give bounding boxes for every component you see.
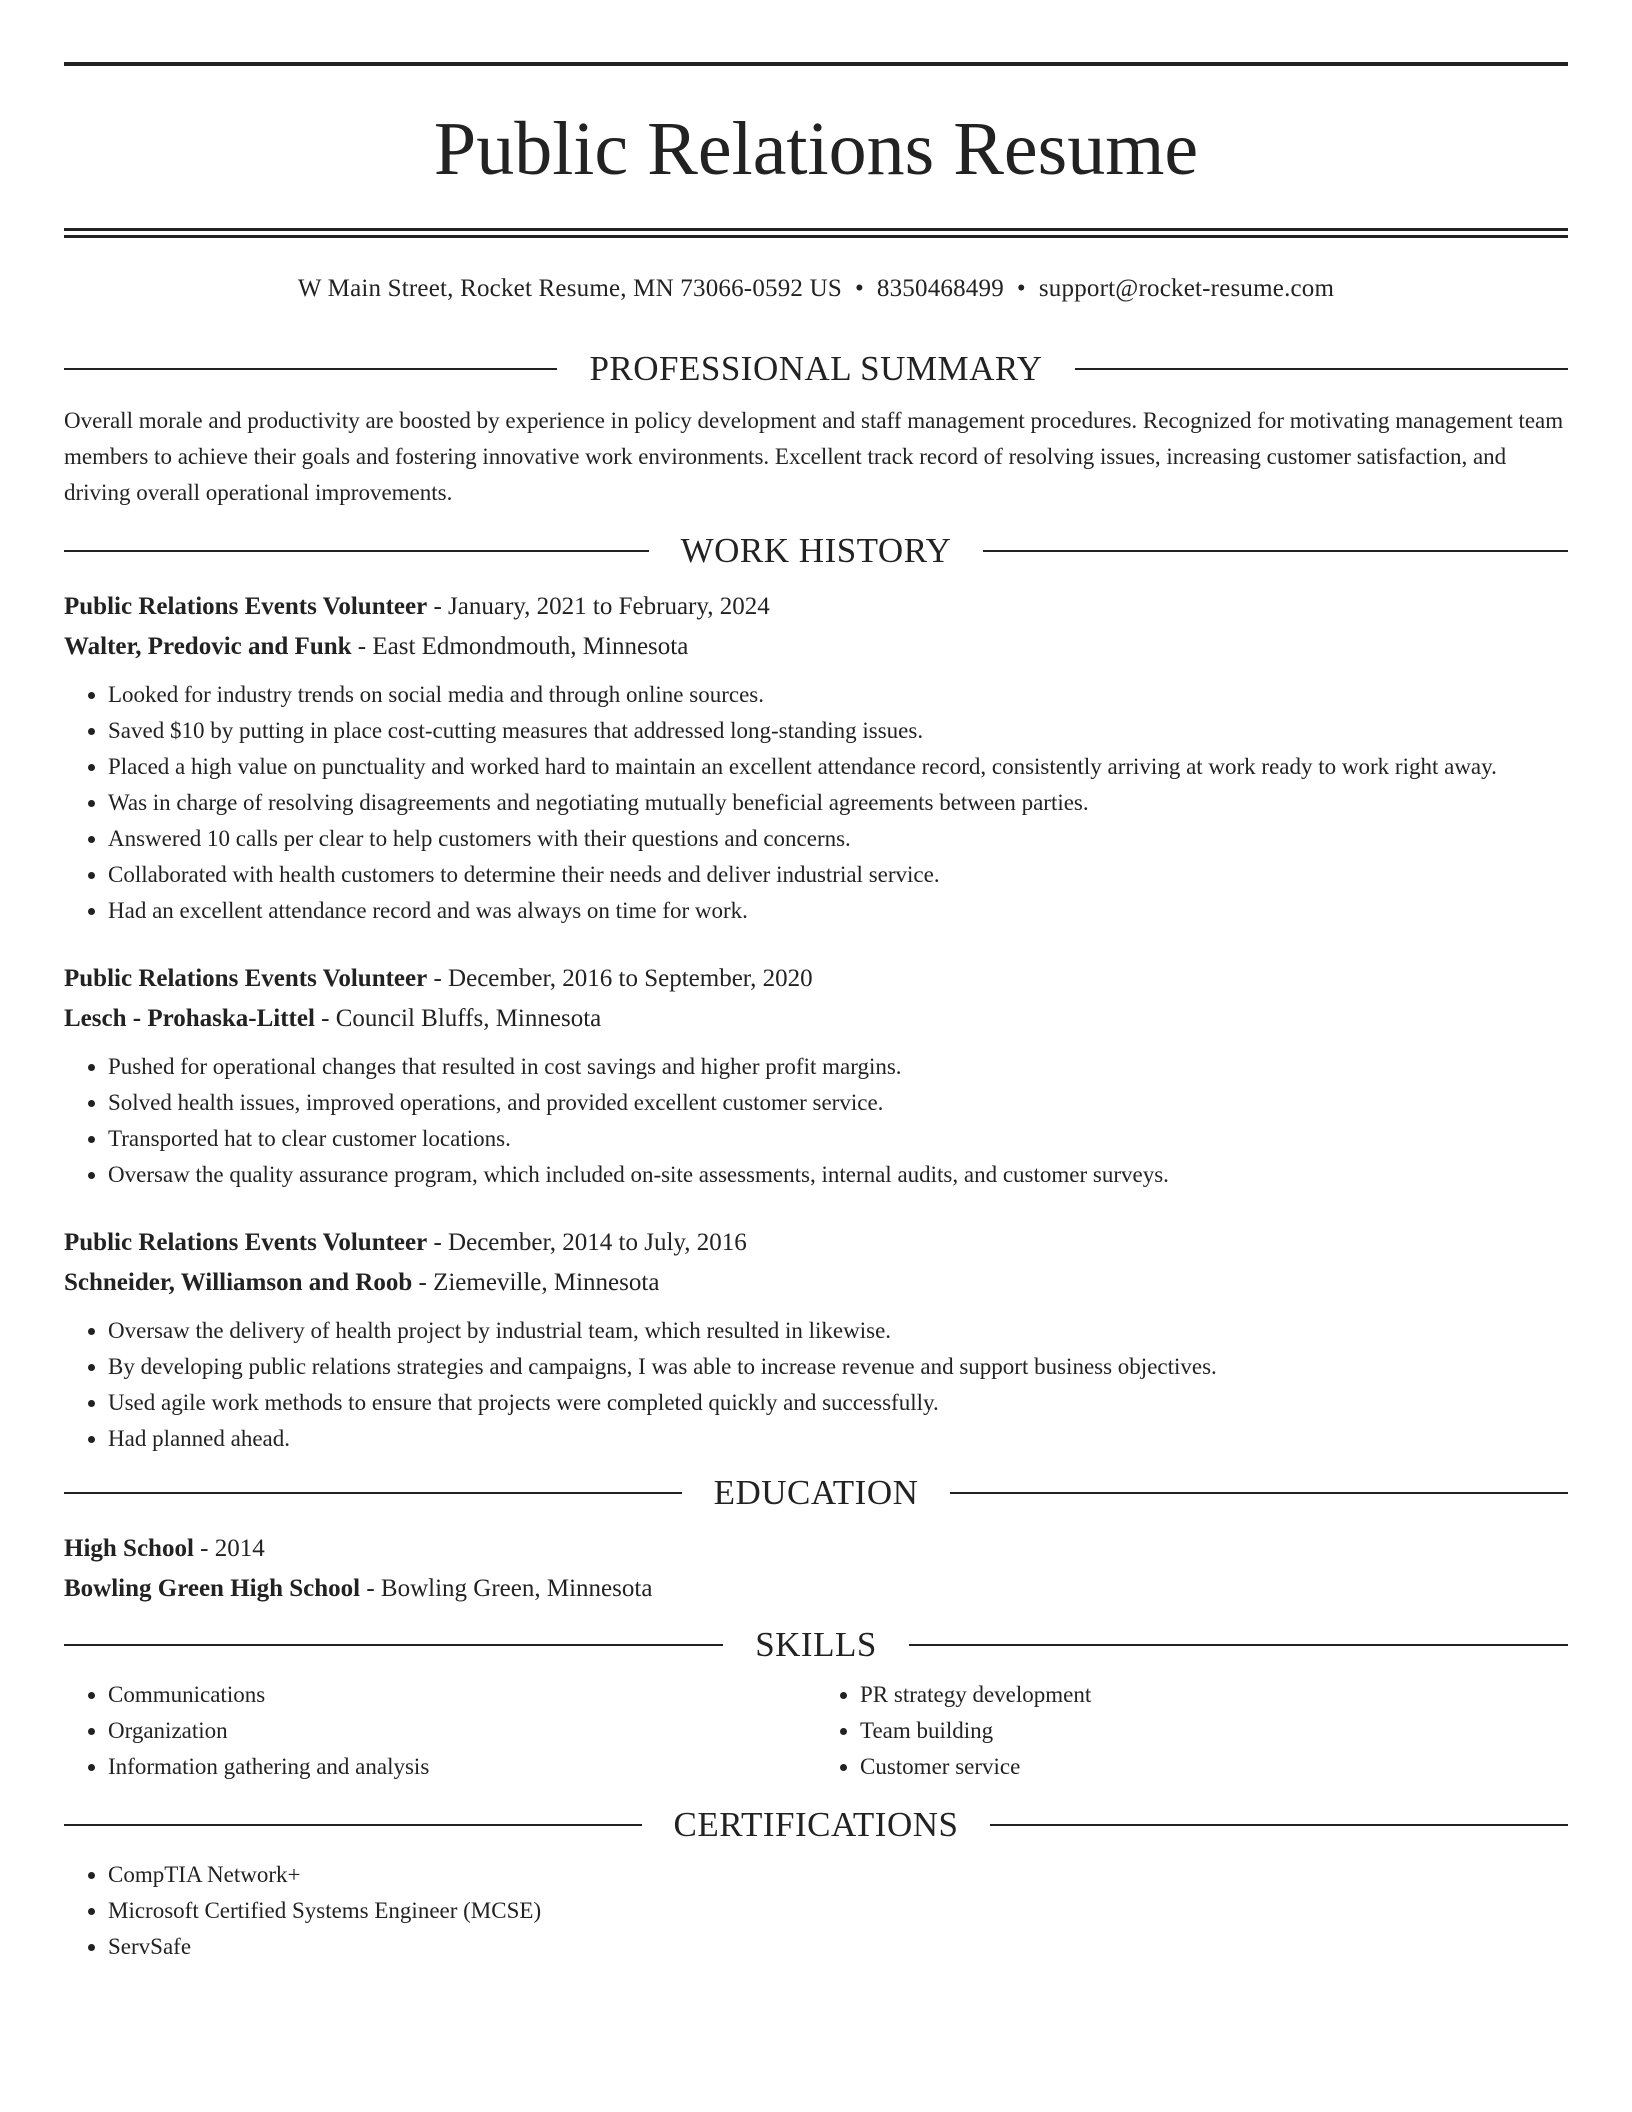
job-bullet: • Saved $10 by putting in place cost-cutting measures that addressed long-standing issues. — [108, 713, 1568, 749]
job-title: Public Relations Events Volunteer — [64, 965, 428, 992]
header-double-rule — [64, 228, 1568, 238]
job-title-line — [64, 1223, 1568, 1263]
education-degree: High School — [64, 1535, 194, 1562]
skill-item: • Information gathering and analysis — [108, 1749, 816, 1785]
certifications-heading-text: CERTIFICATIONS — [673, 1805, 959, 1844]
skills-column-left — [64, 1677, 816, 1785]
job-bullet: • Placed a high value on punctuality and worked hard to maintain an excellent attendance record, consistently arriving at work ready to work right away. — [108, 749, 1568, 785]
contact-email: support@rocket-resume.com — [1038, 275, 1335, 302]
skill-item: • Customer service — [860, 1749, 1568, 1785]
job-bullets — [64, 677, 1568, 929]
job-company-line — [64, 627, 1568, 667]
job-bullet: • By developing public relations strategies and campaigns, I was able to increase revenue and support business objectives. — [108, 1349, 1568, 1385]
education-heading-text: EDUCATION — [713, 1473, 919, 1512]
certifications-list — [64, 1857, 1568, 1965]
work-history-heading-text: WORK HISTORY — [680, 531, 952, 570]
summary-heading — [64, 349, 1568, 389]
job-bullet: • Was in charge of resolving disagreements and negotiating mutually beneficial agreements between parties. — [108, 785, 1568, 821]
job-location: - East Edmondmouth, Minnesota — [351, 633, 689, 660]
summary-heading-text: PROFESSIONAL SUMMARY — [589, 349, 1043, 388]
job-bullet: • Collaborated with health customers to determine their needs and deliver industrial service. — [108, 857, 1568, 893]
job-location: - Ziemeville, Minnesota — [412, 1269, 660, 1296]
education-school: Bowling Green High School — [64, 1575, 361, 1602]
job-bullet: • Pushed for operational changes that resulted in cost savings and higher profit margins. — [108, 1049, 1568, 1085]
job-bullet: • Used agile work methods to ensure that projects were completed quickly and successfully. — [108, 1385, 1568, 1421]
job-dates: - December, 2014 to July, 2016 — [427, 1229, 747, 1256]
contact-phone: 8350468499 — [876, 275, 1004, 302]
job-dates: - December, 2016 to September, 2020 — [427, 965, 813, 992]
education-degree-line — [64, 1529, 1568, 1569]
job-bullet: • Oversaw the delivery of health project by industrial team, which resulted in likewise. — [108, 1313, 1568, 1349]
resume-name: Public Relations Resume — [433, 107, 1199, 191]
certification-item: • ServSafe — [108, 1929, 1568, 1965]
job-bullet: • Answered 10 calls per clear to help customers with their questions and concerns. — [108, 821, 1568, 857]
skills-heading-text: SKILLS — [755, 1625, 877, 1664]
header-top-rule — [64, 62, 1568, 66]
education-heading — [64, 1473, 1568, 1513]
skills-column-right — [816, 1677, 1568, 1785]
job-bullets — [64, 1049, 1568, 1193]
job-bullet: • Oversaw the quality assurance program, which included on-site assessments, internal audits, and customer surveys. — [108, 1157, 1568, 1193]
job-company-line — [64, 999, 1568, 1039]
skills-heading — [64, 1625, 1568, 1665]
job-title-line — [64, 587, 1568, 627]
skills-grid — [64, 1677, 1568, 1785]
job-bullet: • Looked for industry trends on social media and through online sources. — [108, 677, 1568, 713]
job-bullet: • Had an excellent attendance record and was always on time for work. — [108, 893, 1568, 929]
contact-separator: • — [854, 275, 864, 302]
job-entry — [64, 1223, 1568, 1457]
job-company: Schneider, Williamson and Roob — [64, 1269, 413, 1296]
job-bullets — [64, 1313, 1568, 1457]
job-title-line — [64, 959, 1568, 999]
job-title: Public Relations Events Volunteer — [64, 1229, 428, 1256]
job-dates: - January, 2021 to February, 2024 — [427, 593, 770, 620]
job-company-line — [64, 1263, 1568, 1303]
skill-item: • Communications — [108, 1677, 816, 1713]
work-history-heading — [64, 531, 1568, 571]
certification-item: • Microsoft Certified Systems Engineer (MCSE) — [108, 1893, 1568, 1929]
skill-item: • Organization — [108, 1713, 816, 1749]
education-year: - 2014 — [193, 1535, 265, 1562]
resume-content — [64, 62, 1568, 1965]
education-location: - Bowling Green, Minnesota — [360, 1575, 653, 1602]
education-entry — [64, 1529, 1568, 1609]
job-location: - Council Bluffs, Minnesota — [314, 1005, 602, 1032]
summary-text: Overall morale and productivity are boosted by experience in policy development and staff management procedures. Recognized for motivating management team members to achieve their goals and fostering innovative work environments. Excellent track record of resolving issues, increasing customer satisfaction, and driving overall operational improvements. — [64, 408, 1564, 505]
job-bullet: • Had planned ahead. — [108, 1421, 1568, 1457]
job-entry — [64, 587, 1568, 929]
job-bullet: • Solved health issues, improved operations, and provided excellent customer service. — [108, 1085, 1568, 1121]
skill-item: • Team building — [860, 1713, 1568, 1749]
certification-item: • CompTIA Network+ — [108, 1857, 1568, 1893]
job-bullet: • Transported hat to clear customer locations. — [108, 1121, 1568, 1157]
contact-line — [64, 274, 1568, 304]
job-company: Walter, Predovic and Funk — [64, 633, 352, 660]
contact-separator: • — [1016, 275, 1026, 302]
job-company: Lesch - Prohaska-Littel — [64, 1005, 315, 1032]
skill-item: • PR strategy development — [860, 1677, 1568, 1713]
job-title: Public Relations Events Volunteer — [64, 593, 428, 620]
contact-address: W Main Street, Rocket Resume, MN 73066-0592 US — [297, 275, 842, 302]
education-school-line — [64, 1569, 1568, 1609]
certifications-heading — [64, 1805, 1568, 1845]
job-entry — [64, 959, 1568, 1193]
